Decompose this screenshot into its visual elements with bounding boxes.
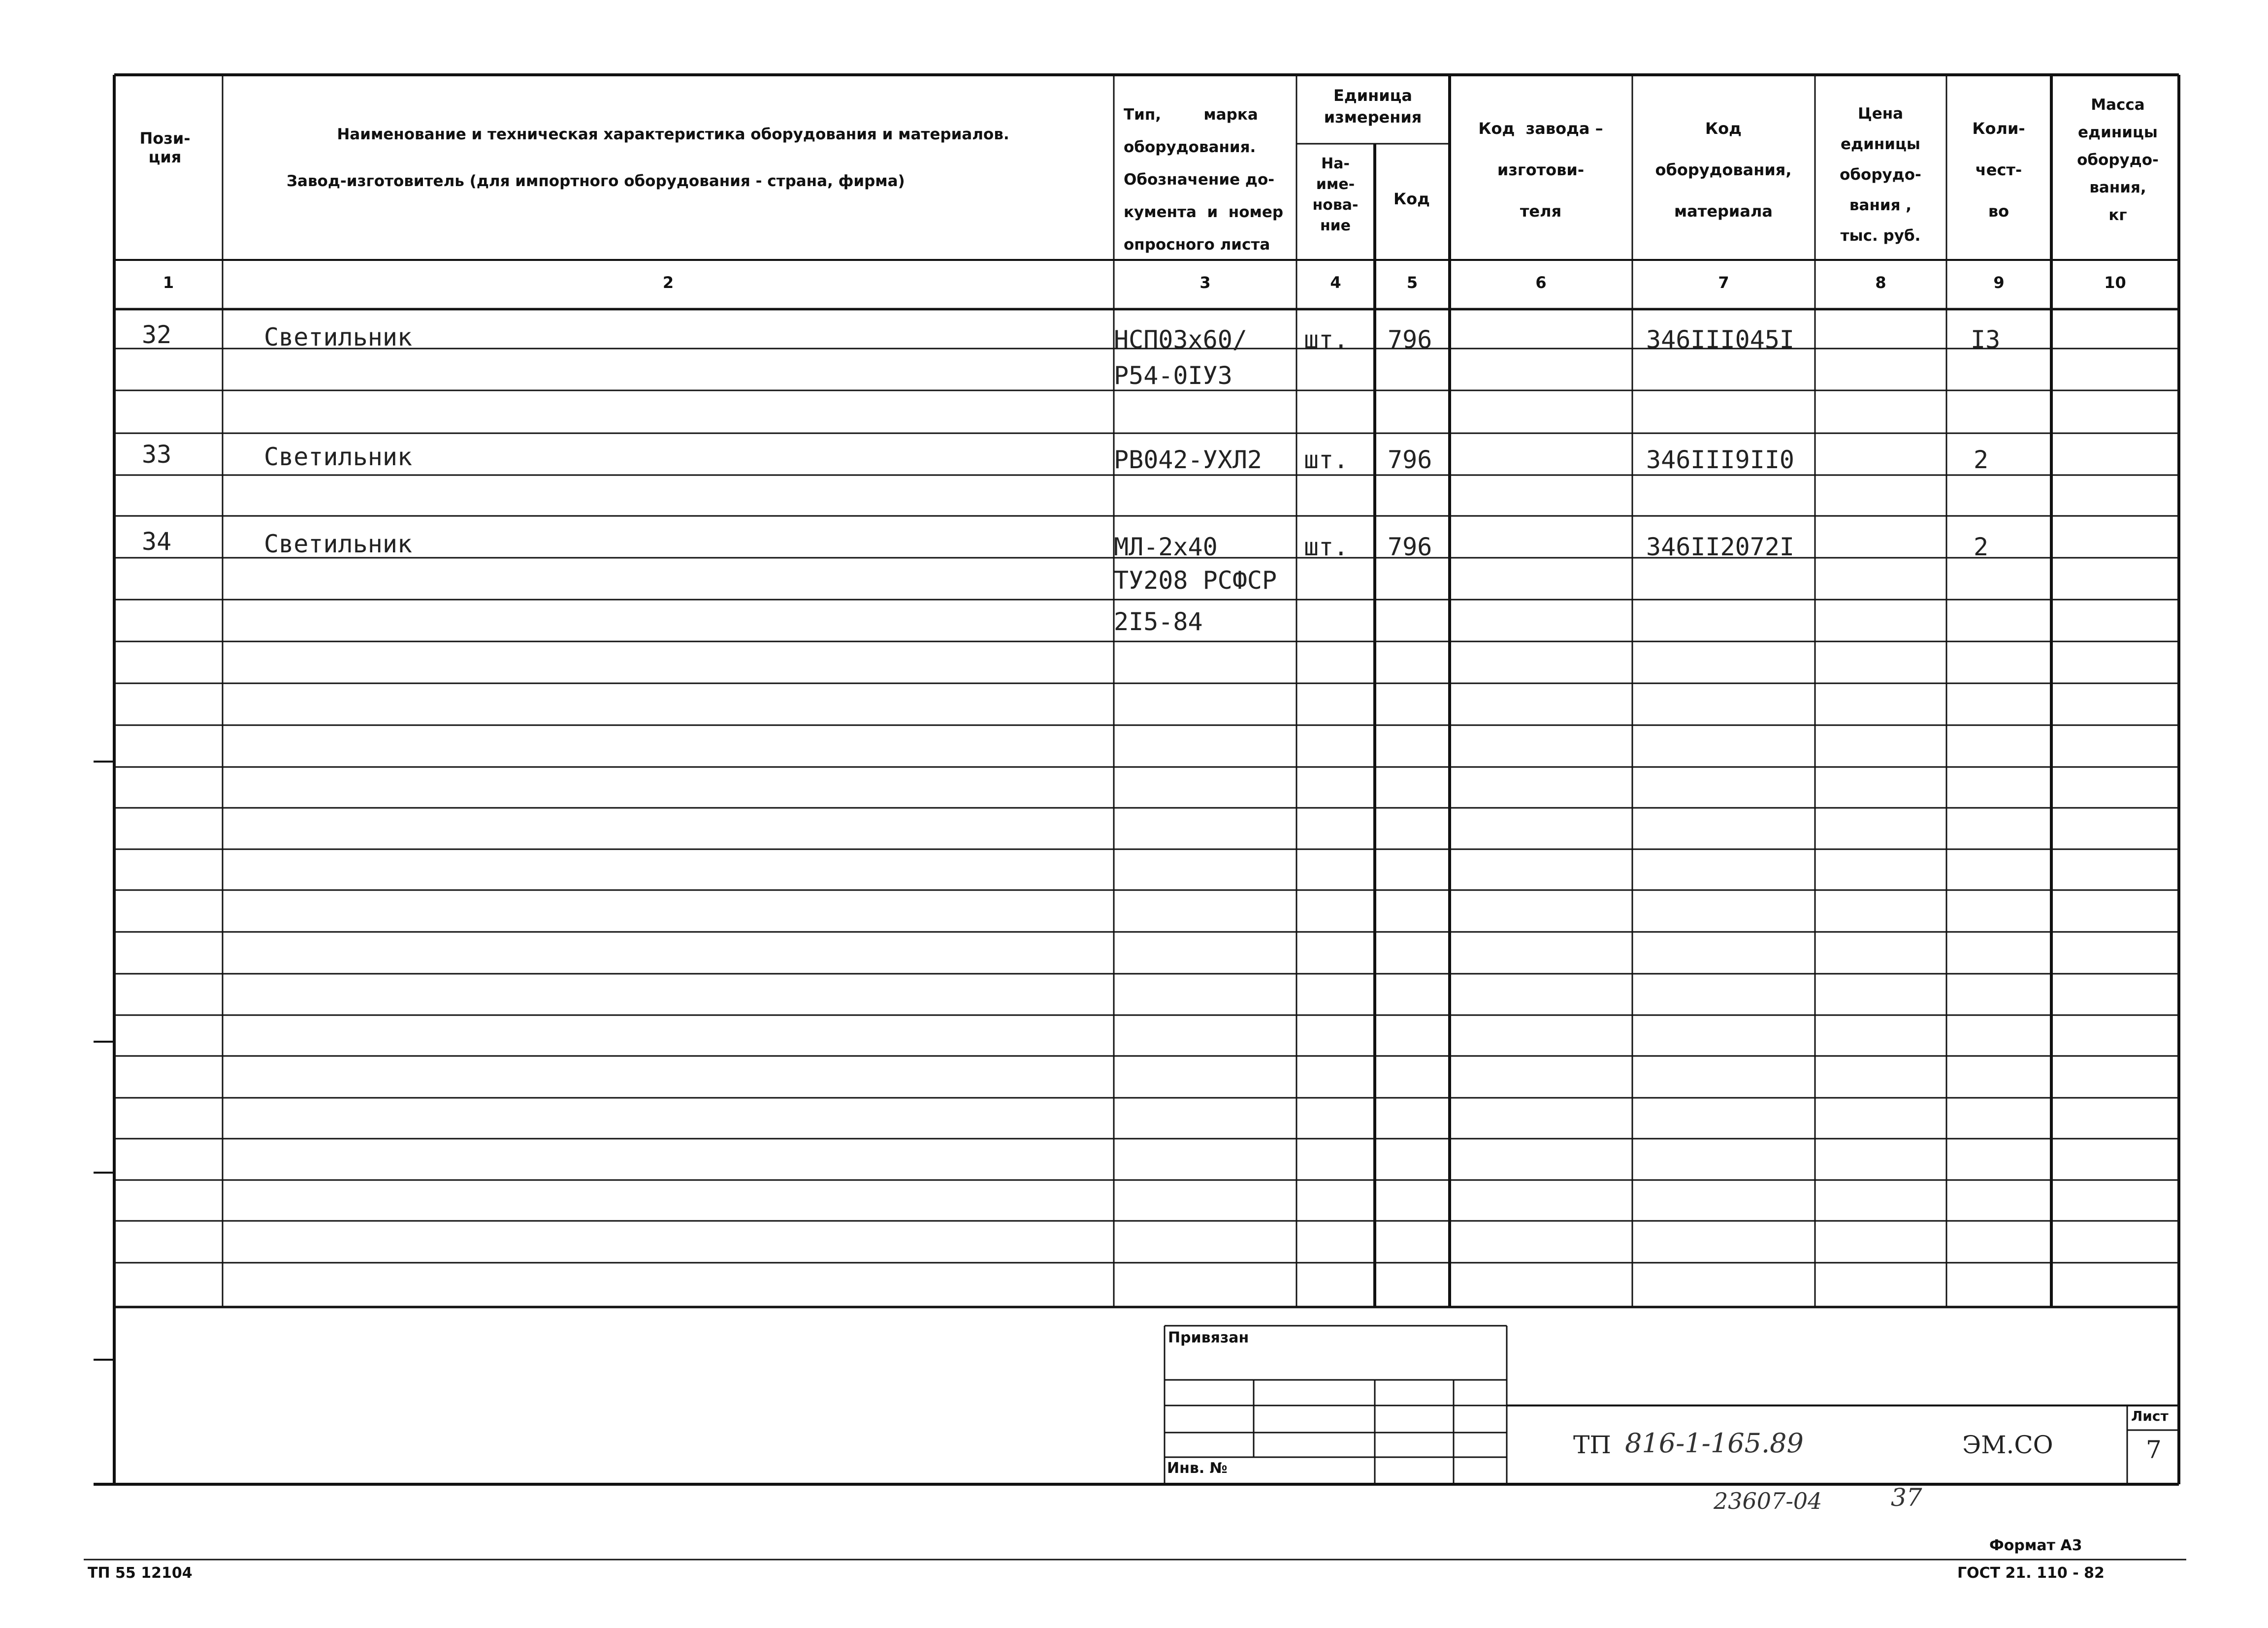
header-name-line1: Наименование и техническая характеристика оборудования и материалов. [337, 126, 1009, 143]
header-position: Пози- ция [139, 129, 191, 167]
stamp-attached-label: Привязан [1168, 1329, 1249, 1346]
row-32-quantity: I3 [1971, 325, 2001, 354]
stamp-doc-code: ЭМ.СО [1962, 1431, 2053, 1459]
row-33-unit: шт. [1304, 446, 1349, 474]
row-33-position: 33 [142, 440, 172, 469]
row-34-unit-code: 796 [1388, 533, 1432, 561]
header-unit-group: Единица измерения [1324, 86, 1422, 127]
row-32-equipment-code: 346III045I [1646, 325, 1795, 354]
row-33-type-line1: РВ042-УХЛ2 [1114, 446, 1263, 474]
column-number-8: 8 [1875, 273, 1886, 292]
stamp-doc-prefix: ТП [1573, 1431, 1611, 1459]
header-unit-mass: Масса единицы оборудо- вания, кг [2077, 96, 2159, 224]
archive-page: 37 [1891, 1483, 1922, 1512]
stamp-inventory-label: Инв. № [1167, 1460, 1228, 1477]
row-32-name: Светильник [264, 323, 413, 351]
column-number-10: 10 [2104, 273, 2126, 292]
archive-number: 23607-04 [1714, 1488, 1822, 1514]
header-equipment-code: Код оборудования, материала [1655, 119, 1792, 221]
row-34-unit: шт. [1304, 533, 1349, 561]
column-number-1: 1 [162, 273, 174, 292]
row-33-unit-code: 796 [1388, 446, 1432, 474]
stamp-sheet-number: 7 [2146, 1436, 2162, 1464]
header-unit-code: Код [1393, 190, 1430, 208]
row-33-quantity: 2 [1974, 446, 1989, 474]
footer-standard: ГОСТ 21. 110 - 82 [1957, 1564, 2105, 1582]
row-32-unit: шт. [1304, 325, 1349, 354]
row-34-type-line1: МЛ-2х40 [1114, 533, 1218, 561]
row-34-type-line2: ТУ208 РСФСР [1114, 566, 1277, 595]
header-unit-price: Цена единицы оборудо- вания , тыс. руб. [1840, 105, 1921, 245]
header-name-line2: Завод-изготовитель (для импортного оборудования - страна, фирма) [287, 172, 905, 190]
row-32-type-line1: НСП03х60/ [1114, 325, 1247, 354]
column-number-4: 4 [1330, 273, 1341, 292]
row-32-unit-code: 796 [1388, 325, 1432, 354]
row-33-equipment-code: 346III9II0 [1646, 446, 1795, 474]
row-34-equipment-code: 346II2072I [1646, 533, 1795, 561]
row-32-type-line2: Р54-0IУ3 [1114, 361, 1232, 390]
column-number-7: 7 [1718, 273, 1729, 292]
row-32-position: 32 [142, 320, 172, 349]
header-unit-name: На- име- нова- ние [1312, 155, 1359, 234]
header-type: Тип, марка оборудования. Обозначение до- кумента и номер опросного листа [1124, 106, 1284, 254]
column-number-9: 9 [1993, 273, 2005, 292]
row-34-quantity: 2 [1974, 533, 1989, 561]
column-number-5: 5 [1406, 273, 1418, 292]
row-33-name: Светильник [264, 443, 413, 471]
footer-format: Формат А3 [1989, 1537, 2082, 1554]
row-34-name: Светильник [264, 530, 413, 558]
column-number-6: 6 [1535, 273, 1547, 292]
row-34-position: 34 [142, 527, 172, 556]
column-number-2: 2 [662, 273, 674, 292]
footer-left-code: ТП 55 12104 [88, 1564, 193, 1582]
header-quantity: Коли- чест- во [1972, 119, 2025, 221]
column-number-3: 3 [1199, 273, 1211, 292]
stamp-sheet-label: Лист [2131, 1408, 2169, 1424]
stamp-doc-number: 816-1-165.89 [1625, 1428, 1804, 1459]
row-34-type-line3: 2I5-84 [1114, 607, 1203, 636]
header-factory-code: Код завода – изготови- теля [1478, 119, 1603, 221]
